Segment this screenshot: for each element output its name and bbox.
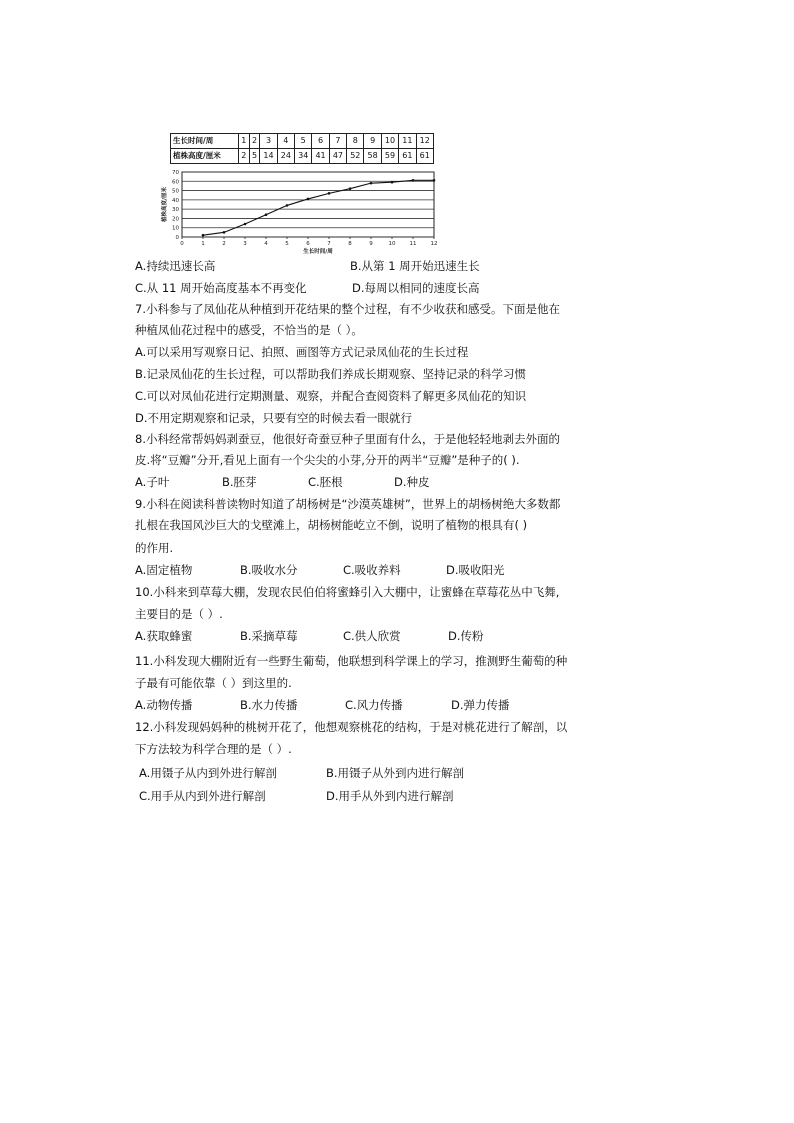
data-point: [265, 213, 268, 216]
q9-option-b: B.吸收水分: [240, 563, 298, 577]
growth-series-line: [203, 180, 434, 235]
table-cell: 52: [347, 149, 364, 164]
table-cell: 61: [416, 149, 433, 164]
q11-stem-line2: 子最有可能依靠（ ）到这里的.: [135, 676, 292, 690]
x-tick-label: 9: [369, 241, 373, 247]
x-tick-label: 7: [327, 241, 331, 247]
y-axis-label: 植株高度/厘米: [162, 186, 168, 223]
q7-option-d: D.不用定期观察和记录，只要有空的时候去看一眼就行: [135, 411, 413, 425]
table-cell: 47: [329, 149, 346, 164]
x-tick-label: 12: [430, 241, 438, 247]
q9-option-a: A.固定植物: [135, 563, 193, 577]
q8-stem-line1: 8.小科经常帮妈妈剥蚕豆，他很好奇蚕豆种子里面有什么，于是他轻轻地剥去外面的: [135, 432, 560, 446]
table-cell: 8: [347, 134, 364, 149]
q10-stem-line1: 10.小科来到草莓大棚，发现农民伯伯将蜜蜂引入大棚中，让蜜蜂在草莓花丛中飞舞,: [135, 585, 560, 599]
q10-option-c: C.供人欣赏: [343, 629, 401, 643]
q8-option-c: C.胚根: [308, 475, 343, 489]
y-tick-label: 30: [172, 207, 179, 214]
table-cell: 24: [277, 149, 294, 164]
y-tick-label: 40: [172, 197, 179, 204]
q7-option-b: B.记录凤仙花的生长过程，可以帮助我们养成长期观察、坚持记录的科学习惯: [135, 367, 527, 381]
table-cell: 2: [249, 134, 260, 149]
growth-line-chart: [160, 166, 444, 256]
data-point: [286, 204, 289, 207]
q11-option-d: D.弹力传播: [451, 698, 510, 712]
x-tick-label: 1: [201, 241, 205, 247]
q10-option-a: A.获取蜂蜜: [135, 629, 193, 643]
q10-option-b: B.采摘草莓: [240, 629, 298, 643]
x-tick-label: 11: [409, 241, 417, 247]
q11-option-b: B.水力传播: [240, 698, 298, 712]
q6-option-d: D.每周以相同的速度长高: [352, 281, 480, 295]
q7-stem-line1: 7.小科参与了凤仙花从种植到开花结果的整个过程，有不少收获和感受。下面是他在: [135, 302, 560, 316]
table-header-heights: 植株高度/厘米: [171, 149, 239, 164]
table-cell: 1: [239, 134, 250, 149]
q10-option-d: D.传粉: [448, 629, 484, 643]
q9-stem-line1: 9.小科在阅读科普读物时知道了胡杨树是“沙漠英雄树”，世界上的胡杨树绝大多数都: [135, 497, 561, 511]
table-cell: 14: [260, 149, 277, 164]
data-point: [223, 231, 226, 234]
table-cell: 9: [364, 134, 381, 149]
x-tick-label: 6: [306, 241, 310, 247]
table-cell: 59: [381, 149, 398, 164]
q12-option-b: B.用镊子从外到内进行解剖: [326, 766, 465, 780]
x-tick-label: 10: [388, 241, 396, 247]
x-tick-label: 0: [180, 241, 184, 247]
data-point: [307, 198, 310, 201]
x-tick-label: 2: [222, 241, 226, 247]
y-tick-label: 60: [172, 179, 179, 186]
y-tick-label: 50: [172, 188, 179, 195]
x-tick-label: 3: [243, 241, 247, 247]
q11-option-c: C.风力传播: [345, 698, 403, 712]
q7-option-a: A.可以采用写观察日记、拍照、画图等方式记录凤仙花的生长过程: [135, 345, 469, 359]
q9-option-d: D.吸收阳光: [446, 563, 505, 577]
table-cell: 3: [260, 134, 277, 149]
x-axis-label: 生长时间/周: [303, 249, 333, 255]
q8-option-b: B.胚芽: [222, 475, 257, 489]
table-row-heights: [171, 149, 434, 164]
data-point: [412, 179, 415, 182]
table-cell: 10: [381, 134, 398, 149]
table-cell: 12: [416, 134, 433, 149]
table-cell: 34: [295, 149, 312, 164]
q9-stem-line2: 扎根在我国风沙巨大的戈壁滩上，胡杨树能屹立不倒，说明了植物的根具有( ): [135, 518, 528, 532]
table-row-weeks: [171, 134, 434, 149]
x-tick-label: 5: [285, 241, 289, 247]
table-cell: 4: [277, 134, 294, 149]
q10-stem-line2: 主要目的是（ ）.: [135, 607, 223, 621]
data-point: [202, 234, 205, 237]
table-cell: 6: [312, 134, 329, 149]
growth-data-table: [170, 133, 434, 164]
x-tick-label: 4: [264, 241, 268, 247]
q7-option-c: C.可以对凤仙花进行定期测量、观察，并配合查阅资料了解更多凤仙花的知识: [135, 389, 527, 403]
q12-stem-line1: 12.小科发现妈妈种的桃树开花了，他想观察桃花的结构，于是对桃花进行了解剖，以: [135, 720, 568, 734]
data-point: [328, 192, 331, 195]
table-header-weeks: 生长时间/周: [171, 134, 239, 149]
q11-stem-line1: 11.小科发现大棚附近有一些野生葡萄，他联想到科学课上的学习，推测野生葡萄的种: [135, 654, 568, 668]
data-point: [391, 181, 394, 184]
q8-option-a: A.子叶: [135, 475, 170, 489]
table-cell: 5: [295, 134, 312, 149]
q6-option-b: B.从第 1 周开始迅速生长: [350, 259, 480, 273]
q6-option-a: A.持续迅速长高: [135, 259, 216, 273]
q8-stem-line2: 皮.将“豆瓣”分开,看见上面有一个尖尖的小芽,分开的两半“豆瓣”是种子的( ).: [135, 453, 520, 467]
q12-option-a: A.用镊子从内到外进行解剖: [139, 766, 277, 780]
table-cell: 61: [399, 149, 416, 164]
q11-option-a: A.动物传播: [135, 698, 193, 712]
data-point: [433, 179, 436, 182]
data-point: [370, 182, 373, 185]
data-point: [244, 223, 247, 226]
y-tick-label: 70: [172, 170, 179, 176]
q12-stem-line2: 下方法较为科学合理的是（ ）.: [135, 742, 292, 756]
table-cell: 11: [399, 134, 416, 149]
q9-option-c: C.吸收养料: [343, 563, 401, 577]
table-cell: 7: [329, 134, 346, 149]
y-tick-label: 20: [172, 216, 179, 223]
table-cell: 5: [249, 149, 260, 164]
q12-option-c: C.用手从内到外进行解剖: [139, 789, 266, 803]
q9-stem-line3: 的作用.: [135, 541, 174, 555]
q12-option-d: D.用手从外到内进行解剖: [326, 789, 454, 803]
y-tick-label: 10: [172, 225, 179, 232]
table-cell: 41: [312, 149, 329, 164]
q7-stem-line2: 种植凤仙花过程中的感受，不恰当的是（ ）。: [135, 323, 363, 337]
data-point: [349, 187, 352, 190]
q8-option-d: D.种皮: [394, 475, 430, 489]
table-cell: 2: [239, 149, 250, 164]
q6-option-c: C.从 11 周开始高度基本不再变化: [135, 281, 307, 295]
table-cell: 58: [364, 149, 381, 164]
y-tick-label: 0: [175, 235, 179, 241]
x-tick-label: 8: [348, 241, 352, 247]
